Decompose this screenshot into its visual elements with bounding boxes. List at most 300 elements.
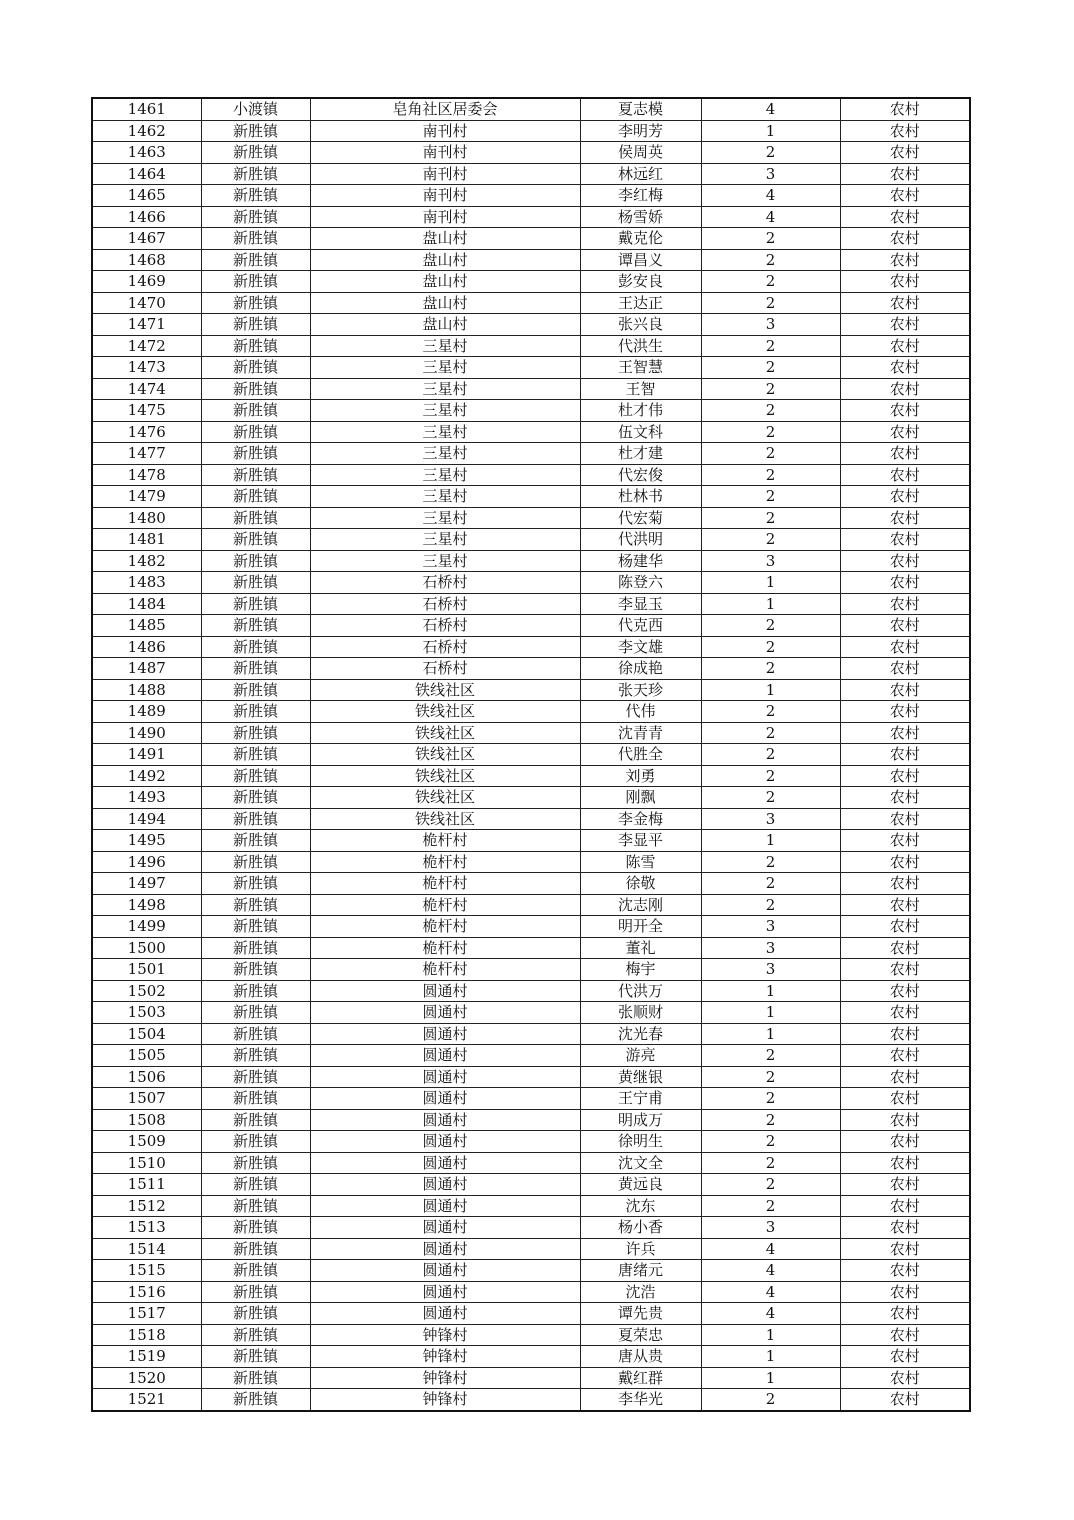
village-cell: 铁线社区 — [310, 679, 580, 701]
town-cell: 新胜镇 — [201, 658, 310, 680]
area-type-cell: 农村 — [840, 1389, 970, 1411]
area-type-cell: 农村 — [840, 937, 970, 959]
name-cell: 林远红 — [580, 163, 701, 185]
serial-number-cell: 1519 — [92, 1346, 201, 1368]
name-cell: 代洪生 — [580, 335, 701, 357]
village-cell: 圆通村 — [310, 1109, 580, 1131]
table-row — [92, 787, 970, 809]
area-type-cell: 农村 — [840, 314, 970, 336]
village-cell: 石桥村 — [310, 572, 580, 594]
name-cell: 沈文全 — [580, 1152, 701, 1174]
name-cell: 唐从贵 — [580, 1346, 701, 1368]
area-type-cell: 农村 — [840, 400, 970, 422]
village-cell: 南刊村 — [310, 142, 580, 164]
serial-number-cell: 1471 — [92, 314, 201, 336]
town-cell: 新胜镇 — [201, 1260, 310, 1282]
town-cell: 新胜镇 — [201, 1367, 310, 1389]
town-cell: 新胜镇 — [201, 1238, 310, 1260]
household-size-cell: 2 — [701, 1109, 840, 1131]
town-cell: 新胜镇 — [201, 1324, 310, 1346]
table-row — [92, 894, 970, 916]
table-row — [92, 722, 970, 744]
village-cell: 铁线社区 — [310, 787, 580, 809]
name-cell: 伍文科 — [580, 421, 701, 443]
serial-number-cell: 1494 — [92, 808, 201, 830]
table-row — [92, 658, 970, 680]
area-type-cell: 农村 — [840, 1195, 970, 1217]
serial-number-cell: 1461 — [92, 98, 201, 120]
name-cell: 杨建华 — [580, 550, 701, 572]
serial-number-cell: 1482 — [92, 550, 201, 572]
name-cell: 代洪明 — [580, 529, 701, 551]
table-row — [92, 1174, 970, 1196]
village-cell: 桅杆村 — [310, 873, 580, 895]
household-size-cell: 3 — [701, 959, 840, 981]
village-cell: 圆通村 — [310, 980, 580, 1002]
area-type-cell: 农村 — [840, 894, 970, 916]
town-cell: 新胜镇 — [201, 1281, 310, 1303]
serial-number-cell: 1515 — [92, 1260, 201, 1282]
name-cell: 董礼 — [580, 937, 701, 959]
table-row — [92, 980, 970, 1002]
town-cell: 新胜镇 — [201, 464, 310, 486]
village-cell: 三星村 — [310, 507, 580, 529]
town-cell: 新胜镇 — [201, 615, 310, 637]
town-cell: 新胜镇 — [201, 228, 310, 250]
town-cell: 新胜镇 — [201, 701, 310, 723]
area-type-cell: 农村 — [840, 206, 970, 228]
village-cell: 铁线社区 — [310, 808, 580, 830]
area-type-cell: 农村 — [840, 1152, 970, 1174]
table-row — [92, 1217, 970, 1239]
household-size-cell: 2 — [701, 271, 840, 293]
table-row — [92, 1260, 970, 1282]
household-size-cell: 2 — [701, 464, 840, 486]
table-row — [92, 249, 970, 271]
town-cell: 新胜镇 — [201, 636, 310, 658]
town-cell: 新胜镇 — [201, 959, 310, 981]
name-cell: 谭昌义 — [580, 249, 701, 271]
serial-number-cell: 1483 — [92, 572, 201, 594]
town-cell: 新胜镇 — [201, 1131, 310, 1153]
town-cell: 新胜镇 — [201, 1346, 310, 1368]
table-row — [92, 1131, 970, 1153]
household-size-cell: 2 — [701, 486, 840, 508]
town-cell: 新胜镇 — [201, 507, 310, 529]
serial-number-cell: 1503 — [92, 1002, 201, 1024]
table-row — [92, 421, 970, 443]
name-cell: 黄继银 — [580, 1066, 701, 1088]
town-cell: 新胜镇 — [201, 1217, 310, 1239]
name-cell: 沈浩 — [580, 1281, 701, 1303]
name-cell: 杜才建 — [580, 443, 701, 465]
name-cell: 侯周英 — [580, 142, 701, 164]
household-size-cell: 2 — [701, 335, 840, 357]
table-row — [92, 1045, 970, 1067]
serial-number-cell: 1484 — [92, 593, 201, 615]
serial-number-cell: 1511 — [92, 1174, 201, 1196]
town-cell: 新胜镇 — [201, 744, 310, 766]
table-row — [92, 873, 970, 895]
town-cell: 新胜镇 — [201, 206, 310, 228]
town-cell: 新胜镇 — [201, 572, 310, 594]
village-cell: 石桥村 — [310, 593, 580, 615]
serial-number-cell: 1499 — [92, 916, 201, 938]
serial-number-cell: 1466 — [92, 206, 201, 228]
town-cell: 新胜镇 — [201, 593, 310, 615]
area-type-cell: 农村 — [840, 1346, 970, 1368]
household-size-cell: 2 — [701, 1066, 840, 1088]
name-cell: 李红梅 — [580, 185, 701, 207]
serial-number-cell: 1513 — [92, 1217, 201, 1239]
table-row — [92, 120, 970, 142]
serial-number-cell: 1506 — [92, 1066, 201, 1088]
table-row — [92, 1389, 970, 1411]
table-row — [92, 1002, 970, 1024]
serial-number-cell: 1476 — [92, 421, 201, 443]
area-type-cell: 农村 — [840, 615, 970, 637]
serial-number-cell: 1474 — [92, 378, 201, 400]
area-type-cell: 农村 — [840, 744, 970, 766]
name-cell: 唐绪元 — [580, 1260, 701, 1282]
name-cell: 明成万 — [580, 1109, 701, 1131]
table-row — [92, 916, 970, 938]
area-type-cell: 农村 — [840, 1303, 970, 1325]
village-cell: 三星村 — [310, 335, 580, 357]
village-cell: 盘山村 — [310, 249, 580, 271]
household-size-cell: 2 — [701, 142, 840, 164]
name-cell: 王智 — [580, 378, 701, 400]
town-cell: 新胜镇 — [201, 980, 310, 1002]
table-row — [92, 357, 970, 379]
household-size-cell: 3 — [701, 916, 840, 938]
roster-table-body — [92, 98, 970, 1411]
serial-number-cell: 1495 — [92, 830, 201, 852]
town-cell: 新胜镇 — [201, 120, 310, 142]
village-cell: 南刊村 — [310, 163, 580, 185]
town-cell: 新胜镇 — [201, 894, 310, 916]
serial-number-cell: 1492 — [92, 765, 201, 787]
household-size-cell: 2 — [701, 421, 840, 443]
village-cell: 圆通村 — [310, 1088, 580, 1110]
town-cell: 新胜镇 — [201, 1195, 310, 1217]
town-cell: 新胜镇 — [201, 1152, 310, 1174]
table-row — [92, 271, 970, 293]
serial-number-cell: 1517 — [92, 1303, 201, 1325]
household-size-cell: 3 — [701, 937, 840, 959]
table-row — [92, 185, 970, 207]
village-cell: 三星村 — [310, 421, 580, 443]
name-cell: 彭安良 — [580, 271, 701, 293]
household-size-cell: 4 — [701, 1303, 840, 1325]
village-cell: 三星村 — [310, 443, 580, 465]
town-cell: 新胜镇 — [201, 1303, 310, 1325]
table-row — [92, 228, 970, 250]
village-cell: 圆通村 — [310, 1303, 580, 1325]
area-type-cell: 农村 — [840, 443, 970, 465]
village-cell: 圆通村 — [310, 1281, 580, 1303]
town-cell: 新胜镇 — [201, 486, 310, 508]
name-cell: 代宏菊 — [580, 507, 701, 529]
town-cell: 新胜镇 — [201, 550, 310, 572]
table-row — [92, 1303, 970, 1325]
village-cell: 钟锋村 — [310, 1346, 580, 1368]
village-cell: 石桥村 — [310, 636, 580, 658]
area-type-cell: 农村 — [840, 1002, 970, 1024]
serial-number-cell: 1473 — [92, 357, 201, 379]
area-type-cell: 农村 — [840, 980, 970, 1002]
area-type-cell: 农村 — [840, 679, 970, 701]
name-cell: 戴克伦 — [580, 228, 701, 250]
table-row — [92, 1109, 970, 1131]
serial-number-cell: 1463 — [92, 142, 201, 164]
town-cell: 新胜镇 — [201, 830, 310, 852]
household-size-cell: 1 — [701, 1002, 840, 1024]
roster-table — [91, 97, 971, 1412]
area-type-cell: 农村 — [840, 658, 970, 680]
town-cell: 小渡镇 — [201, 98, 310, 120]
village-cell: 桅杆村 — [310, 894, 580, 916]
table-row — [92, 765, 970, 787]
area-type-cell: 农村 — [840, 271, 970, 293]
serial-number-cell: 1504 — [92, 1023, 201, 1045]
table-row — [92, 98, 970, 120]
serial-number-cell: 1520 — [92, 1367, 201, 1389]
village-cell: 圆通村 — [310, 1002, 580, 1024]
household-size-cell: 4 — [701, 1260, 840, 1282]
name-cell: 徐成艳 — [580, 658, 701, 680]
area-type-cell: 农村 — [840, 808, 970, 830]
area-type-cell: 农村 — [840, 1045, 970, 1067]
serial-number-cell: 1485 — [92, 615, 201, 637]
serial-number-cell: 1502 — [92, 980, 201, 1002]
table-row — [92, 636, 970, 658]
area-type-cell: 农村 — [840, 1238, 970, 1260]
town-cell: 新胜镇 — [201, 1088, 310, 1110]
town-cell: 新胜镇 — [201, 142, 310, 164]
table-row — [92, 529, 970, 551]
area-type-cell: 农村 — [840, 1281, 970, 1303]
name-cell: 沈东 — [580, 1195, 701, 1217]
name-cell: 杨小香 — [580, 1217, 701, 1239]
area-type-cell: 农村 — [840, 916, 970, 938]
serial-number-cell: 1505 — [92, 1045, 201, 1067]
household-size-cell: 2 — [701, 787, 840, 809]
household-size-cell: 3 — [701, 163, 840, 185]
name-cell: 李文雄 — [580, 636, 701, 658]
table-row — [92, 615, 970, 637]
area-type-cell: 农村 — [840, 421, 970, 443]
name-cell: 刘勇 — [580, 765, 701, 787]
town-cell: 新胜镇 — [201, 271, 310, 293]
table-row — [92, 206, 970, 228]
village-cell: 三星村 — [310, 400, 580, 422]
town-cell: 新胜镇 — [201, 1109, 310, 1131]
area-type-cell: 农村 — [840, 98, 970, 120]
name-cell: 李金梅 — [580, 808, 701, 830]
serial-number-cell: 1491 — [92, 744, 201, 766]
household-size-cell: 2 — [701, 744, 840, 766]
household-size-cell: 1 — [701, 1367, 840, 1389]
serial-number-cell: 1486 — [92, 636, 201, 658]
serial-number-cell: 1465 — [92, 185, 201, 207]
table-row — [92, 335, 970, 357]
name-cell: 明开全 — [580, 916, 701, 938]
serial-number-cell: 1472 — [92, 335, 201, 357]
village-cell: 圆通村 — [310, 1260, 580, 1282]
area-type-cell: 农村 — [840, 486, 970, 508]
village-cell: 盘山村 — [310, 314, 580, 336]
serial-number-cell: 1514 — [92, 1238, 201, 1260]
serial-number-cell: 1490 — [92, 722, 201, 744]
town-cell: 新胜镇 — [201, 787, 310, 809]
household-size-cell: 4 — [701, 185, 840, 207]
table-row — [92, 1281, 970, 1303]
name-cell: 李华光 — [580, 1389, 701, 1411]
name-cell: 李显玉 — [580, 593, 701, 615]
town-cell: 新胜镇 — [201, 163, 310, 185]
area-type-cell: 农村 — [840, 249, 970, 271]
serial-number-cell: 1467 — [92, 228, 201, 250]
table-row — [92, 507, 970, 529]
town-cell: 新胜镇 — [201, 873, 310, 895]
area-type-cell: 农村 — [840, 851, 970, 873]
area-type-cell: 农村 — [840, 1217, 970, 1239]
household-size-cell: 1 — [701, 1346, 840, 1368]
table-row — [92, 1324, 970, 1346]
area-type-cell: 农村 — [840, 120, 970, 142]
serial-number-cell: 1516 — [92, 1281, 201, 1303]
table-row — [92, 464, 970, 486]
serial-number-cell: 1469 — [92, 271, 201, 293]
household-size-cell: 2 — [701, 507, 840, 529]
village-cell: 三星村 — [310, 378, 580, 400]
serial-number-cell: 1462 — [92, 120, 201, 142]
name-cell: 黄远良 — [580, 1174, 701, 1196]
household-size-cell: 2 — [701, 1088, 840, 1110]
area-type-cell: 农村 — [840, 335, 970, 357]
village-cell: 圆通村 — [310, 1238, 580, 1260]
serial-number-cell: 1487 — [92, 658, 201, 680]
table-row — [92, 744, 970, 766]
area-type-cell: 农村 — [840, 636, 970, 658]
town-cell: 新胜镇 — [201, 249, 310, 271]
town-cell: 新胜镇 — [201, 1066, 310, 1088]
area-type-cell: 农村 — [840, 701, 970, 723]
household-size-cell: 2 — [701, 357, 840, 379]
table-row — [92, 572, 970, 594]
table-row — [92, 443, 970, 465]
household-size-cell: 4 — [701, 206, 840, 228]
village-cell: 圆通村 — [310, 1217, 580, 1239]
table-row — [92, 400, 970, 422]
serial-number-cell: 1508 — [92, 1109, 201, 1131]
household-size-cell: 4 — [701, 1238, 840, 1260]
household-size-cell: 4 — [701, 1281, 840, 1303]
name-cell: 沈志刚 — [580, 894, 701, 916]
village-cell: 桅杆村 — [310, 959, 580, 981]
table-row — [92, 701, 970, 723]
village-cell: 石桥村 — [310, 615, 580, 637]
household-size-cell: 3 — [701, 550, 840, 572]
village-cell: 三星村 — [310, 529, 580, 551]
table-row — [92, 830, 970, 852]
serial-number-cell: 1500 — [92, 937, 201, 959]
name-cell: 谭先贵 — [580, 1303, 701, 1325]
serial-number-cell: 1507 — [92, 1088, 201, 1110]
table-row — [92, 314, 970, 336]
area-type-cell: 农村 — [840, 873, 970, 895]
town-cell: 新胜镇 — [201, 916, 310, 938]
table-row — [92, 550, 970, 572]
town-cell: 新胜镇 — [201, 335, 310, 357]
town-cell: 新胜镇 — [201, 937, 310, 959]
household-size-cell: 2 — [701, 400, 840, 422]
area-type-cell: 农村 — [840, 572, 970, 594]
area-type-cell: 农村 — [840, 1367, 970, 1389]
serial-number-cell: 1518 — [92, 1324, 201, 1346]
area-type-cell: 农村 — [840, 722, 970, 744]
serial-number-cell: 1493 — [92, 787, 201, 809]
name-cell: 代胜全 — [580, 744, 701, 766]
serial-number-cell: 1468 — [92, 249, 201, 271]
name-cell: 李明芳 — [580, 120, 701, 142]
area-type-cell: 农村 — [840, 787, 970, 809]
town-cell: 新胜镇 — [201, 1045, 310, 1067]
name-cell: 代伟 — [580, 701, 701, 723]
name-cell: 夏志模 — [580, 98, 701, 120]
village-cell: 铁线社区 — [310, 722, 580, 744]
town-cell: 新胜镇 — [201, 314, 310, 336]
name-cell: 张兴良 — [580, 314, 701, 336]
town-cell: 新胜镇 — [201, 443, 310, 465]
village-cell: 铁线社区 — [310, 765, 580, 787]
town-cell: 新胜镇 — [201, 679, 310, 701]
area-type-cell: 农村 — [840, 185, 970, 207]
household-size-cell: 2 — [701, 378, 840, 400]
village-cell: 圆通村 — [310, 1174, 580, 1196]
household-size-cell: 2 — [701, 894, 840, 916]
table-row — [92, 679, 970, 701]
village-cell: 南刊村 — [310, 185, 580, 207]
area-type-cell: 农村 — [840, 142, 970, 164]
town-cell: 新胜镇 — [201, 400, 310, 422]
table-row — [92, 1152, 970, 1174]
area-type-cell: 农村 — [840, 550, 970, 572]
village-cell: 钟锋村 — [310, 1389, 580, 1411]
name-cell: 徐明生 — [580, 1131, 701, 1153]
village-cell: 三星村 — [310, 486, 580, 508]
village-cell: 钟锋村 — [310, 1324, 580, 1346]
area-type-cell: 农村 — [840, 1260, 970, 1282]
household-size-cell: 2 — [701, 1195, 840, 1217]
name-cell: 王智慧 — [580, 357, 701, 379]
area-type-cell: 农村 — [840, 378, 970, 400]
village-cell: 圆通村 — [310, 1195, 580, 1217]
village-cell: 三星村 — [310, 550, 580, 572]
serial-number-cell: 1464 — [92, 163, 201, 185]
area-type-cell: 农村 — [840, 1324, 970, 1346]
name-cell: 张天珍 — [580, 679, 701, 701]
name-cell: 代洪万 — [580, 980, 701, 1002]
town-cell: 新胜镇 — [201, 529, 310, 551]
table-row — [92, 851, 970, 873]
household-size-cell: 2 — [701, 529, 840, 551]
table-row — [92, 486, 970, 508]
village-cell: 盘山村 — [310, 271, 580, 293]
household-size-cell: 2 — [701, 722, 840, 744]
village-cell: 铁线社区 — [310, 701, 580, 723]
